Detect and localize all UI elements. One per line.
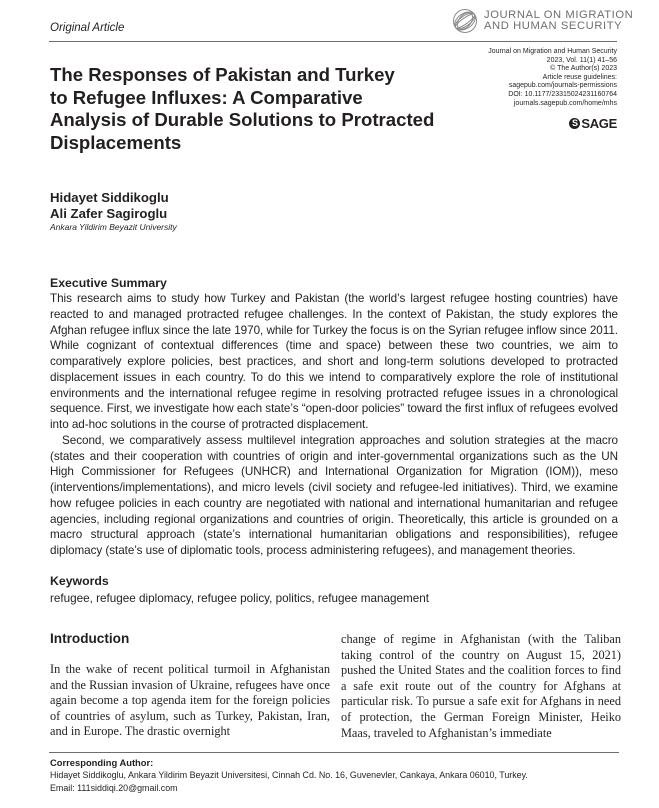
introduction-right-column: change of regime in Afghanistan (with the Taliban taking control of the country on August 15, 2021) pushed the United States and the coalition forces to find a safe exit route out of the country for Afghans at particular risk. To pursue a safe exit for Afghans in need of protection, the German Foreign Minister, Heiko Maas, traveled to Afghanistan’s immediate <box>341 632 621 740</box>
copyright: © The Author(s) 2023 <box>550 65 617 73</box>
sage-s-icon: S <box>569 118 580 129</box>
keywords-list: refugee, refugee diplomacy, refugee policy, politics, refugee management <box>50 592 429 605</box>
summary-heading: Executive Summary <box>50 276 167 290</box>
title-line-3: Analysis of Durable Solutions to Protracted <box>50 109 435 131</box>
affiliation: Ankara Yildirim Beyazit University <box>50 222 177 232</box>
sage-logo <box>569 116 617 131</box>
volume-info: 2023, Vol. 11(1) 41–56 <box>546 56 617 64</box>
globe-icon <box>452 8 478 34</box>
keywords-block <box>50 574 618 607</box>
journal-name: Journal on Migration and Human Security <box>488 48 617 55</box>
corresponding-author-email[interactable]: Email: 111siddiqi.20@gmail.com <box>50 783 178 793</box>
header-divider <box>49 41 617 42</box>
journal-logo-line-2: AND HUMAN SECURITY <box>484 20 623 32</box>
introduction-heading: Introduction <box>50 631 130 646</box>
journal-home-link[interactable]: journals.sagepub.com/home/mhs <box>513 99 617 107</box>
doi[interactable]: DOI: 10.1177/23315024231160764 <box>508 90 617 98</box>
author-name: Ali Zafer Sagiroglu <box>50 205 168 221</box>
footer-divider <box>49 752 619 753</box>
keywords-heading: Keywords <box>50 574 109 588</box>
title-line-4: Displacements <box>50 131 182 153</box>
article-title <box>50 64 470 154</box>
journal-logo <box>452 8 633 34</box>
introduction-left-column: In the wake of recent political turmoil in Afghanistan and the Russian invasion of Ukraine, refugees have once again become a top agenda item for the foreign policies of countries of asylum, such as Turkey, Pakistan, Iran, and in Europe. The drastic overnight <box>50 662 330 739</box>
summary-paragraph: This research aims to study how Turkey and Pakistan (the world’s largest refugee hosting countries) have reacted to and managed protracted refugee challenges. In the context of Pakistan, the study explores the Afghan refugee influx since the late 1970, while for Turkey the focus is on the Syrian refugee inflow since 2011. While cognizant of contextual differences (time and space) between these two countries, we aim to comparatively explore policies, best practices, and short and long-term solutions developed to protracted displacement issues in each country. To do this we intend to comparatively explore the role of institutional environments and the international refugee regime in resolving protracted refugee issues in a chronological sequence. First, we investigate how each state’s “open-door policies” toward the first influx of refugees evolved into ad-hoc solutions in the course of protracted displacement. <box>50 292 618 431</box>
corresponding-author <box>50 756 620 795</box>
permissions-link[interactable]: sagepub.com/journals-permissions <box>508 82 617 90</box>
journal-logo-line-1: JOURNAL ON MIGRATION <box>484 8 634 21</box>
corresponding-author-address: Hidayet Siddikoglu, Ankara Yildirim Beyazit Universitesi, Cinnah Cd. No. 16, Guvenevler, Cankaya, Ankara 06010, Turkey. <box>50 770 528 780</box>
title-line-1: The Responses of Pakistan and Turkey <box>50 64 395 85</box>
summary-paragraph: Second, we comparatively assess multilevel integration approaches and solution strategies at the macro (states and their cooperation with countries of origin and inter-governmental organizations such as the UN High Commissioner for Refugees (UNHCR) and International Organization for Migration (IOM)), meso (interventions/implementations), and micro levels (civil society and refugee-led initiatives). Third, we examine how refugee policies in each country are negotiated with national and international humanitarian and refugee agencies, including regional organizations and countries of origin. Theoretically, this article is grounded on a macro structural approach (state’s international humanitarian obligations and responsibilities), refugee diplomacy (state’s use of diplomatic tools, process administering refugees), and management theories. <box>50 433 618 557</box>
author-name: Hidayet Siddikoglu <box>50 190 169 205</box>
executive-summary <box>50 276 618 559</box>
reuse-guidelines-label: Article reuse guidelines: <box>542 73 617 81</box>
title-line-2: to Refugee Influxes: A Comparative <box>50 86 363 108</box>
corresponding-author-label: Corresponding Author: <box>50 757 154 768</box>
authors-block <box>50 190 177 232</box>
article-type-label: Original Article <box>50 22 125 34</box>
journal-meta <box>488 48 617 108</box>
publisher-name: SAGE <box>581 116 617 131</box>
